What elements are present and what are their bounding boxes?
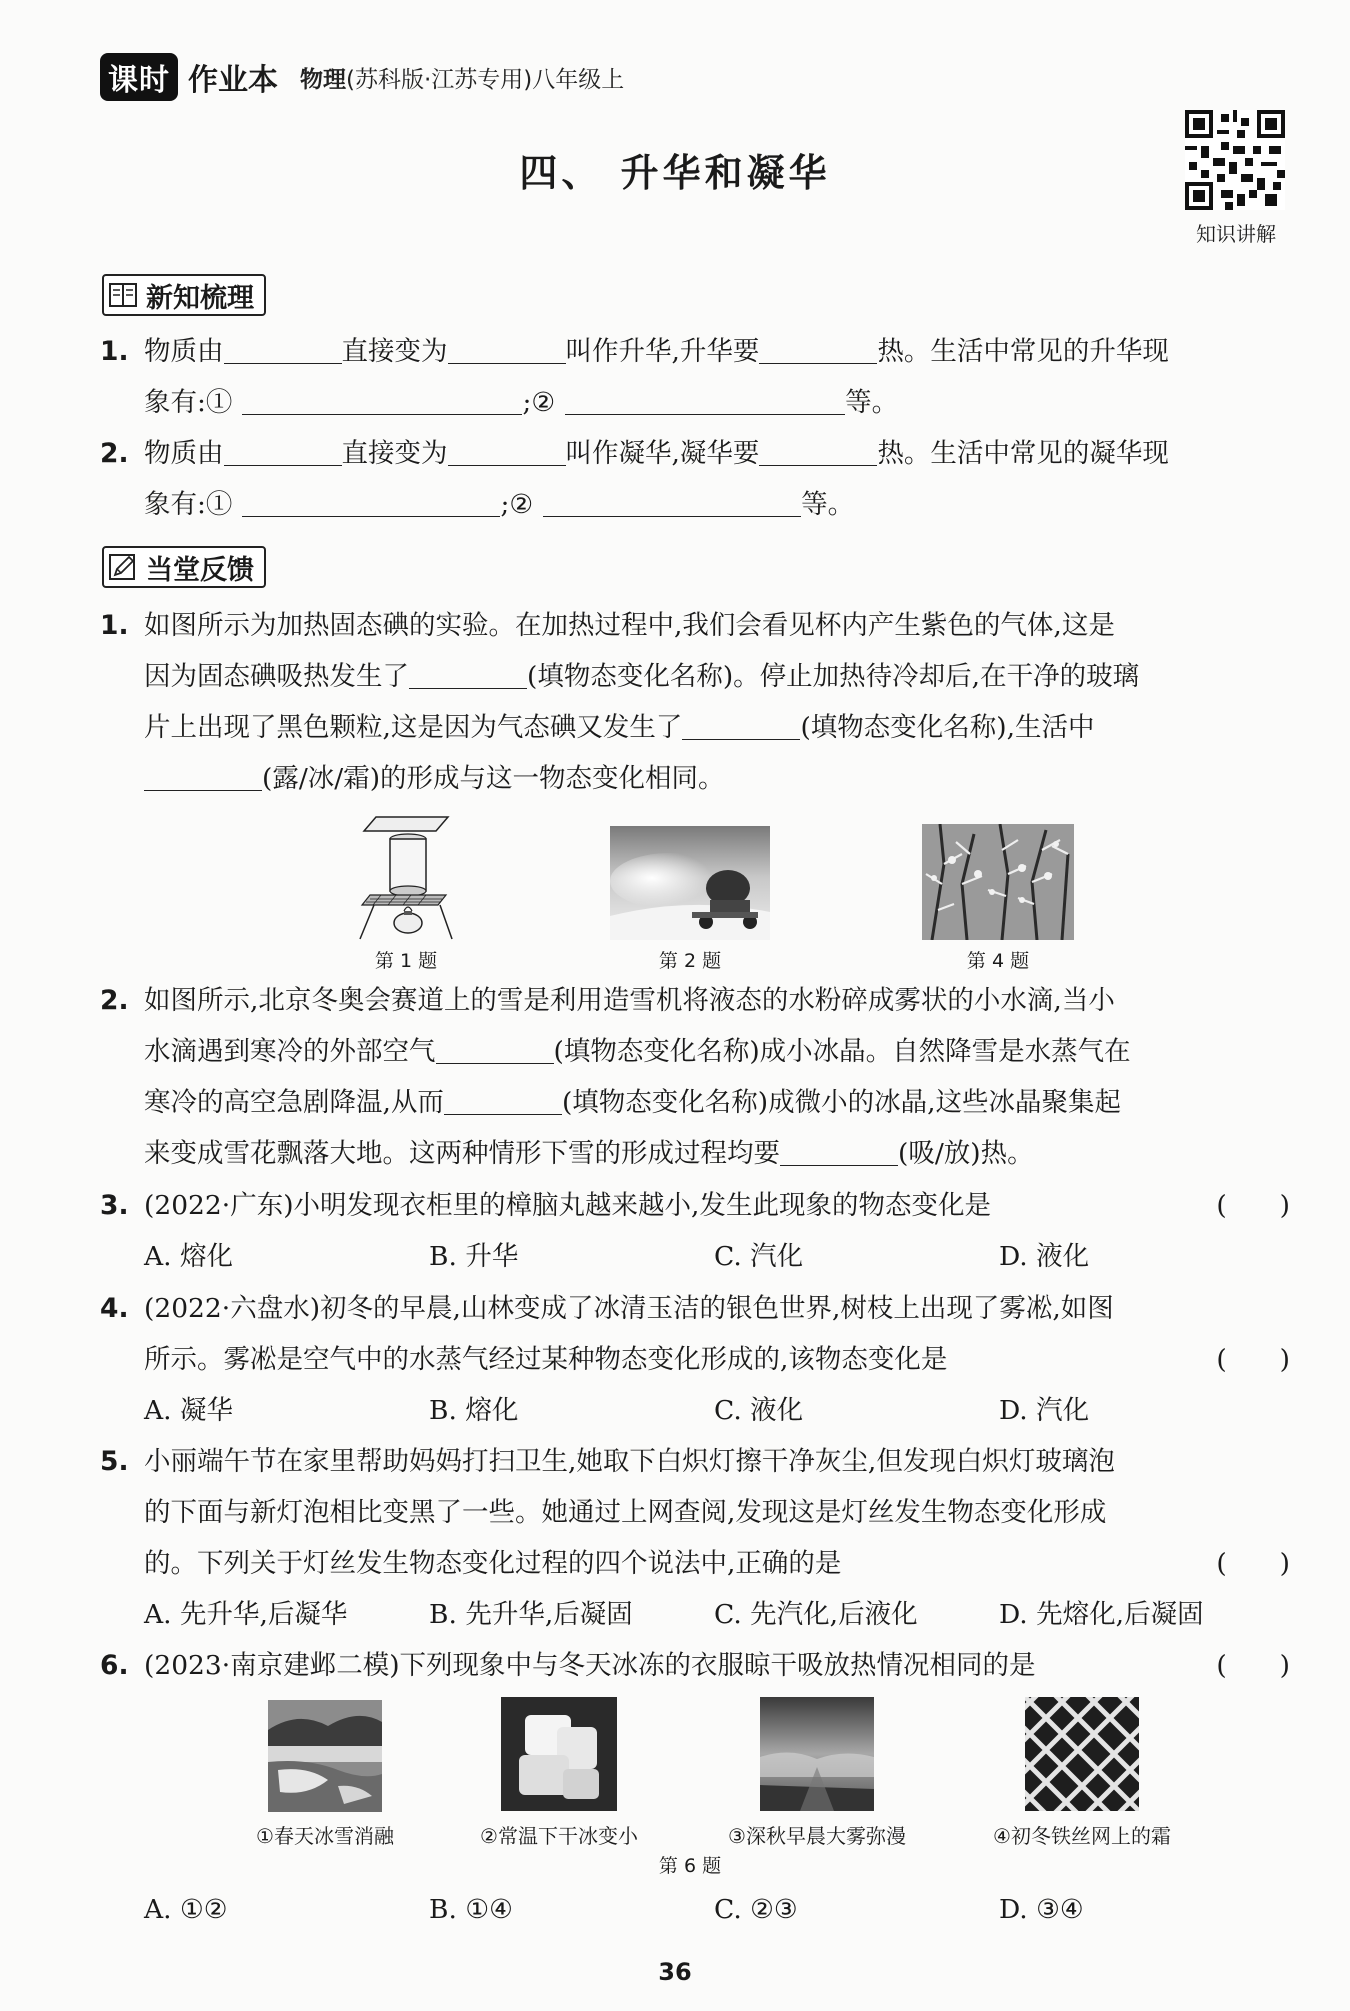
fill-blank[interactable] bbox=[242, 486, 500, 517]
option-a[interactable]: A. 凝华 bbox=[144, 1395, 233, 1426]
answer-bracket[interactable]: ( ) bbox=[1216, 1344, 1290, 1375]
qr-label: 知识讲解 bbox=[1196, 222, 1276, 246]
option-b[interactable]: B. 熔化 bbox=[429, 1395, 519, 1426]
text: 等。 bbox=[845, 387, 899, 418]
text: (2023·南京建邺二模)下列现象中与冬天冰冻的衣服晾干吸放热情况相同的是 bbox=[144, 1650, 1036, 1681]
text: 叫作凝华,凝华要 bbox=[565, 438, 760, 469]
subject-line bbox=[300, 61, 624, 94]
fill-blank[interactable] bbox=[759, 333, 877, 364]
fill-blank[interactable] bbox=[565, 384, 845, 415]
question-number: 6. bbox=[100, 1650, 129, 1681]
option-a[interactable]: A. 先升华,后凝华 bbox=[144, 1599, 348, 1630]
fill-blank[interactable] bbox=[448, 435, 566, 466]
fill-blank[interactable] bbox=[780, 1135, 898, 1166]
subject-name: 物理 bbox=[300, 66, 346, 93]
section-new-knowledge bbox=[102, 274, 266, 316]
fill-blank[interactable] bbox=[444, 1084, 562, 1115]
fill-blank[interactable] bbox=[224, 333, 342, 364]
text: 片上出现了黑色颗粒,这是因为气态碘又发生了 bbox=[144, 712, 683, 743]
question-6 bbox=[100, 1640, 1290, 1691]
option-d[interactable]: D. 汽化 bbox=[999, 1395, 1090, 1426]
text: 小丽端午节在家里帮助妈妈打扫卫生,她取下白炽灯擦干净灰尘,但发现白炽灯玻璃泡 bbox=[144, 1446, 1115, 1477]
question-3 bbox=[100, 1180, 1290, 1282]
option-b[interactable]: B. 先升华,后凝固 bbox=[429, 1599, 633, 1630]
text: 象有:① bbox=[144, 387, 233, 418]
fill-blank[interactable] bbox=[242, 384, 522, 415]
text: 寒冷的高空急剧降温,从而 bbox=[144, 1087, 444, 1118]
question-number: 4. bbox=[100, 1293, 129, 1324]
text: (填物态变化名称)。停止加热待冷却后,在干净的玻璃 bbox=[527, 661, 1140, 692]
question-6-options bbox=[144, 1884, 1244, 1935]
option-c[interactable]: C. 先汽化,后液化 bbox=[714, 1599, 918, 1630]
figure-caption: 第 1 题 bbox=[374, 950, 438, 972]
option-d[interactable]: D. 液化 bbox=[999, 1241, 1090, 1272]
option-b[interactable]: B. ①④ bbox=[429, 1894, 513, 1925]
item-number: 2. bbox=[100, 438, 129, 469]
picture-label-4: ④初冬铁丝网上的霜 bbox=[993, 1824, 1171, 1848]
text: 来变成雪花飘落大地。这两种情形下雪的形成过程均要 bbox=[144, 1138, 780, 1169]
series-brand: 作业本 bbox=[188, 63, 278, 98]
frost-wire-mesh-photo bbox=[1025, 1697, 1139, 1811]
question-number: 2. bbox=[100, 985, 129, 1016]
text: 物质由 bbox=[144, 438, 224, 469]
pencil-icon bbox=[108, 553, 138, 581]
book-icon bbox=[108, 281, 138, 309]
picture-label-1: ①春天冰雪消融 bbox=[256, 1824, 394, 1848]
page-header bbox=[100, 52, 624, 102]
text: (2022·六盘水)初冬的早晨,山林变成了冰清玉洁的银色世界,树枝上出现了雾凇,如图 bbox=[144, 1293, 1114, 1324]
rime-branches-photo bbox=[922, 824, 1074, 940]
question-number: 5. bbox=[100, 1446, 129, 1477]
text: 如图所示,北京冬奥会赛道上的雪是利用造雪机将液态的水粉碎成雾状的小水滴,当小 bbox=[144, 985, 1115, 1016]
question-5 bbox=[100, 1436, 1290, 1640]
text: 所示。雾凇是空气中的水蒸气经过某种物态变化形成的,该物态变化是 bbox=[144, 1344, 948, 1375]
text: (填物态变化名称)成微小的冰晶,这些冰晶聚集起 bbox=[561, 1087, 1122, 1118]
text: 物质由 bbox=[144, 336, 224, 367]
knowledge-item-2 bbox=[100, 428, 1290, 530]
answer-bracket[interactable]: ( ) bbox=[1216, 1548, 1290, 1579]
section-title: 当堂反馈 bbox=[146, 554, 254, 586]
knowledge-item-1 bbox=[100, 326, 1290, 428]
text: 水滴遇到寒冷的外部空气 bbox=[144, 1036, 436, 1067]
question-1 bbox=[100, 600, 1290, 804]
snow-machine-photo bbox=[610, 826, 770, 940]
section-title: 新知梳理 bbox=[146, 282, 254, 314]
text: 象有:① bbox=[144, 489, 233, 520]
picture-label-3: ③深秋早晨大雾弥漫 bbox=[728, 1824, 906, 1848]
text: (填物态变化名称)成小冰晶。自然降雪是水蒸气在 bbox=[553, 1036, 1131, 1067]
dry-ice-photo bbox=[501, 1697, 617, 1811]
item-number: 1. bbox=[100, 336, 129, 367]
text: (露/冰/霜)的形成与这一物态变化相同。 bbox=[262, 763, 725, 794]
answer-bracket[interactable]: ( ) bbox=[1216, 1190, 1290, 1221]
fill-blank[interactable] bbox=[682, 709, 800, 740]
option-b[interactable]: B. 升华 bbox=[429, 1241, 519, 1272]
text: (2022·广东)小明发现衣柜里的樟脑丸越来越小,发生此现象的物态变化是 bbox=[144, 1190, 991, 1221]
text: 直接变为 bbox=[341, 438, 448, 469]
page-title: 四、 升华和凝华 bbox=[519, 151, 831, 195]
text: ;② bbox=[500, 489, 534, 520]
option-d[interactable]: D. ③④ bbox=[999, 1894, 1084, 1925]
qr-code-icon[interactable] bbox=[1185, 110, 1285, 210]
answer-bracket[interactable]: ( ) bbox=[1216, 1650, 1290, 1681]
fill-blank[interactable] bbox=[436, 1033, 554, 1064]
series-logo: 课时 bbox=[100, 53, 178, 101]
figure-caption: 第 6 题 bbox=[658, 1855, 722, 1877]
page-number: 36 bbox=[658, 1958, 692, 1986]
text: 的下面与新灯泡相比变黑了一些。她通过上网查阅,发现这是灯丝发生物态变化形成 bbox=[144, 1497, 1107, 1528]
question-2 bbox=[100, 975, 1290, 1179]
melting-snow-photo bbox=[268, 1700, 382, 1812]
fill-blank[interactable] bbox=[448, 333, 566, 364]
option-c[interactable]: C. 液化 bbox=[714, 1395, 804, 1426]
fill-blank[interactable] bbox=[409, 658, 527, 689]
fill-blank[interactable] bbox=[543, 486, 801, 517]
text: 叫作升华,升华要 bbox=[565, 336, 760, 367]
text: 热。生活中常见的凝华现 bbox=[877, 438, 1169, 469]
text: ;② bbox=[522, 387, 556, 418]
text: 等。 bbox=[801, 489, 855, 520]
text: 直接变为 bbox=[341, 336, 448, 367]
fog-photo bbox=[760, 1697, 874, 1811]
option-c[interactable]: C. ②③ bbox=[714, 1894, 798, 1925]
text: 的。下列关于灯丝发生物态变化过程的四个说法中,正确的是 bbox=[144, 1548, 842, 1579]
fill-blank[interactable] bbox=[224, 435, 342, 466]
section-feedback bbox=[102, 546, 266, 588]
text: (填物态变化名称),生活中 bbox=[800, 712, 1095, 743]
figure-caption: 第 4 题 bbox=[966, 950, 1030, 972]
figure-caption: 第 2 题 bbox=[658, 950, 722, 972]
text: 因为固态碘吸热发生了 bbox=[144, 661, 409, 692]
text: 热。生活中常见的升华现 bbox=[877, 336, 1169, 367]
option-a[interactable]: A. 熔化 bbox=[144, 1241, 233, 1272]
question-number: 3. bbox=[100, 1190, 129, 1221]
question-number: 1. bbox=[100, 610, 129, 641]
question-4 bbox=[100, 1283, 1290, 1436]
iodine-heating-apparatus-figure bbox=[356, 815, 456, 941]
fill-blank[interactable] bbox=[759, 435, 877, 466]
fill-blank[interactable] bbox=[144, 760, 262, 791]
option-a[interactable]: A. ①② bbox=[144, 1894, 228, 1925]
subject-edition: (苏科版·江苏专用)八年级上 bbox=[346, 66, 625, 93]
text: (吸/放)热。 bbox=[898, 1138, 1034, 1169]
picture-label-2: ②常温下干冰变小 bbox=[480, 1824, 638, 1848]
text: 如图所示为加热固态碘的实验。在加热过程中,我们会看见杯内产生紫色的气体,这是 bbox=[144, 610, 1115, 641]
option-c[interactable]: C. 汽化 bbox=[714, 1241, 804, 1272]
option-d[interactable]: D. 先熔化,后凝固 bbox=[999, 1599, 1204, 1630]
